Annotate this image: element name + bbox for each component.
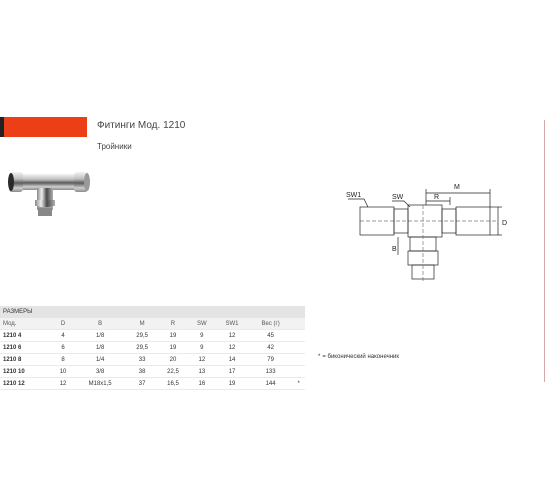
table-caption: РАЗМЕРЫ [0,306,305,318]
table-cell: 1/8 [74,342,127,354]
table-row [0,354,305,366]
table-cell: 42 [249,342,293,354]
sizes-table [0,306,305,390]
table-cell: 37 [127,378,158,390]
right-edge-line [544,120,545,382]
table-cell: 1210 6 [0,342,53,354]
table-cell: 22,5 [158,366,189,378]
table-cell: 13 [188,366,215,378]
table-cell: 144 [249,378,293,390]
table-cell: 19 [215,378,248,390]
table-cell: 12 [53,378,74,390]
table-cell [292,366,305,378]
table-cell: 19 [158,330,189,342]
table-header-cell: SW1 [215,318,248,330]
table-cell: 1210 10 [0,366,53,378]
table-cell [292,342,305,354]
table-cell: 19 [158,342,189,354]
table-header-cell: D [53,318,74,330]
table-cell [292,354,305,366]
label-m: M [454,184,460,191]
label-d: D [502,220,508,227]
table-row [0,378,305,390]
table-cell: 12 [215,330,248,342]
table-cell: 33 [127,354,158,366]
table-cell: 133 [249,366,293,378]
table-cell: 45 [249,330,293,342]
table-cell: 14 [215,354,248,366]
table-cell: 17 [215,366,248,378]
table-cell: 16 [188,378,215,390]
table-cell: 9 [188,330,215,342]
table-row [0,330,305,342]
label-b: B [392,246,397,253]
table-cell: 3/8 [74,366,127,378]
table-cell: 6 [53,342,74,354]
table-cell: * [292,378,305,390]
table-header-cell: SW [188,318,215,330]
footnote-star: * [318,354,321,360]
table-cell: 29,5 [127,330,158,342]
table-cell: 1/4 [74,354,127,366]
tee-fitting-photo [6,160,96,222]
table-cell: 38 [127,366,158,378]
table-header-cell: Вес (г) [249,318,293,330]
page-subtitle: Тройники [97,142,132,151]
footnote-text: = биконический наконечник [322,354,400,360]
label-sw1: SW1 [346,192,362,199]
table-cell: 1210 4 [0,330,53,342]
header-accent-dark-strip [0,117,4,137]
header-accent-bar [0,117,87,137]
table-cell: M18x1,5 [74,378,127,390]
table-header-cell [292,318,305,330]
table-cell [292,330,305,342]
table-row [0,342,305,354]
technical-drawing [338,175,513,290]
table-cell: 12 [188,354,215,366]
table-cell: 20 [158,354,189,366]
table-row [0,366,305,378]
label-sw: SW [392,194,404,201]
page-title: Фитинги Мод. 1210 [97,120,186,131]
table-header-cell: M [127,318,158,330]
table-cell: 79 [249,354,293,366]
table-header-cell: Мод. [0,318,53,330]
label-r: R [434,194,440,201]
table-cell: 4 [53,330,74,342]
table-cell: 12 [215,342,248,354]
footnote [318,354,399,360]
table-cell: 1/8 [74,330,127,342]
table-header-cell: B [74,318,127,330]
table-header-cell: R [158,318,189,330]
table-cell: 1210 12 [0,378,53,390]
table-cell: 10 [53,366,74,378]
table-cell: 1210 8 [0,354,53,366]
table-cell: 16,5 [158,378,189,390]
table-cell: 9 [188,342,215,354]
table-header-row [0,318,305,330]
table-cell: 8 [53,354,74,366]
table-cell: 29,5 [127,342,158,354]
